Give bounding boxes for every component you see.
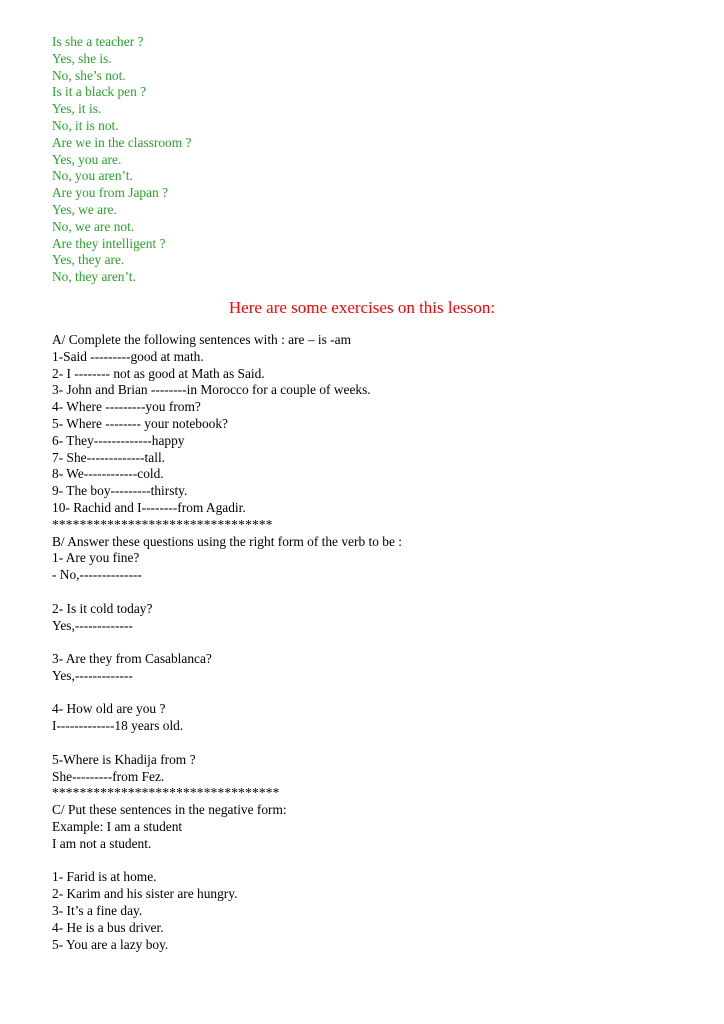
exercise-item: 5- You are a lazy boy. (52, 936, 169, 952)
exercise-item: 4- He is a bus driver. (52, 919, 164, 935)
answer-blank: She---------from Fez. (52, 768, 165, 784)
dialogue-line: No, it is not. (52, 117, 119, 133)
dialogue-line: No, she’s not. (52, 67, 126, 83)
exercise-item: 3- John and Brian --------in Morocco for a couple of weeks. (52, 382, 371, 398)
question: 5-Where is Khadija from ? (52, 751, 196, 767)
dialogue-line: Yes, we are. (52, 201, 117, 217)
exercise-item: 7- She-------------tall. (52, 449, 166, 465)
dialogue-line: Is she a teacher ? (52, 34, 144, 49)
dialogue-line: No, they aren’t. (52, 269, 136, 285)
answer-blank: I-------------18 years old. (52, 718, 184, 734)
separator: ********************************* (52, 785, 280, 801)
dialogue-line: Are you from Japan ? (52, 185, 169, 201)
dialogue-line: No, we are not. (52, 218, 135, 234)
dialogue-line: Yes, it is. (52, 101, 102, 117)
exercise-item: 3- It’s a fine day. (52, 903, 143, 919)
example-answer: I am not a student. (52, 835, 152, 851)
separator: ******************************** (52, 516, 273, 532)
exercise-item: 2- I -------- not as good at Math as Said. (52, 365, 265, 381)
section-b-instruction: B/ Answer these questions using the right form of the verb to be : (52, 533, 402, 549)
dialogue-line: No, you aren’t. (52, 168, 133, 184)
exercise-item: 8- We------------cold. (52, 466, 164, 482)
worksheet-page (52, 34, 692, 953)
section-a (52, 332, 692, 534)
dialogue-line: Yes, she is. (52, 50, 112, 66)
section-c-instruction: C/ Put these sentences in the negative form: (52, 802, 287, 818)
exercise-item: 10- Rachid and I--------from Agadir. (52, 499, 246, 515)
section-b (52, 534, 692, 803)
dialogue-block (52, 34, 692, 286)
example-label: Example: I am a student (52, 819, 183, 835)
exercise-item: 1-Said ---------good at math. (52, 348, 204, 364)
question: 1- Are you fine? (52, 550, 140, 566)
question: 3- Are they from Casablanca? (52, 651, 212, 667)
question: 4- How old are you ? (52, 701, 166, 717)
answer-blank: Yes,------------- (52, 617, 133, 633)
answer-blank: - No,-------------- (52, 567, 142, 583)
dialogue-line: Yes, they are. (52, 252, 125, 268)
exercises-heading: Here are some exercises on this lesson: (228, 297, 496, 317)
dialogue-line: Are we in the classroom ? (52, 134, 192, 150)
dialogue-line: Is it a black pen ? (52, 84, 147, 100)
question: 2- Is it cold today? (52, 600, 153, 616)
exercise-item: 4- Where ---------you from? (52, 399, 201, 415)
dialogue-line: Are they intelligent ? (52, 235, 166, 251)
answer-blank: Yes,------------- (52, 667, 133, 683)
section-a-instruction: A/ Complete the following sentences with : are – is -am (52, 331, 351, 347)
exercise-item: 6- They-------------happy (52, 432, 185, 448)
exercise-item: 9- The boy---------thirsty. (52, 483, 188, 499)
exercise-item: 1- Farid is at home. (52, 869, 157, 885)
exercise-item: 5- Where -------- your notebook? (52, 415, 228, 431)
exercise-item: 2- Karim and his sister are hungry. (52, 886, 238, 902)
dialogue-line: Yes, you are. (52, 151, 122, 167)
section-c (52, 802, 692, 953)
